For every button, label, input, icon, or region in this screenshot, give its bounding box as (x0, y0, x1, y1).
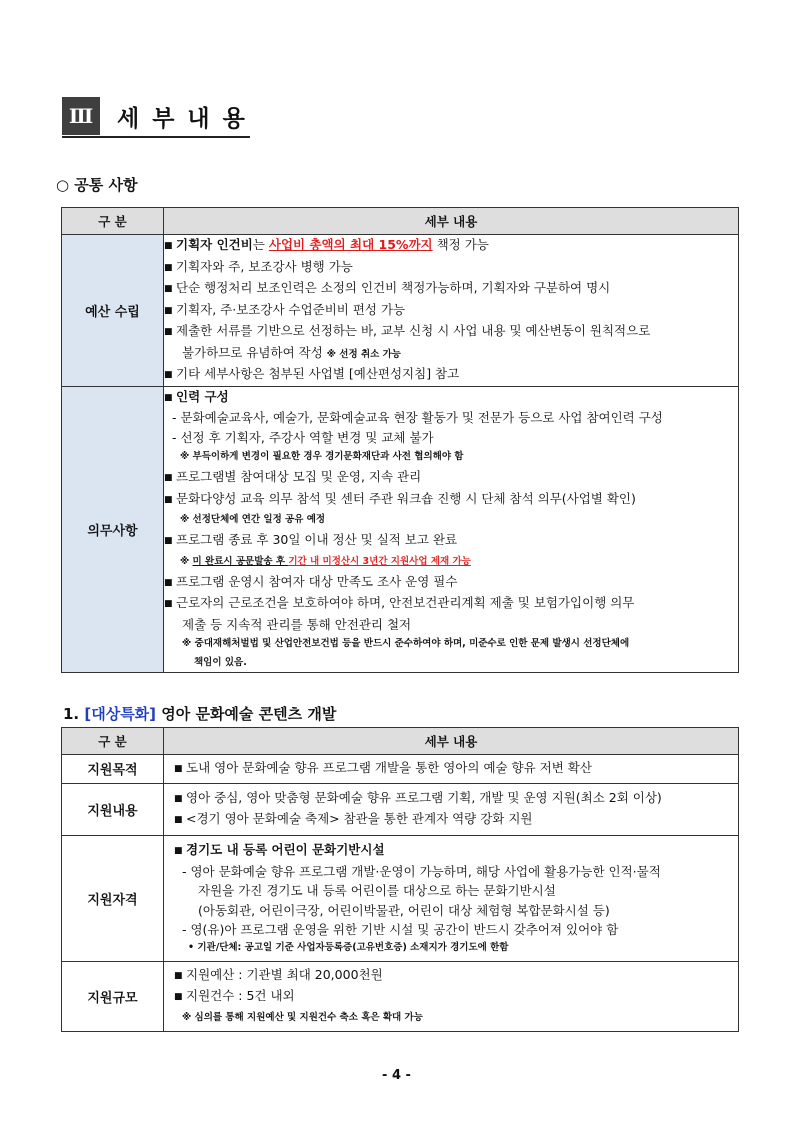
row-label-eligibility: 지원자격 (62, 835, 164, 961)
list-item: ■ 프로그램 운영시 참여자 대상 만족도 조사 운영 필수 (164, 572, 738, 594)
list-item: ■ 경기도 내 등록 어린이 문화기반시설 (174, 840, 728, 862)
common-table (61, 207, 739, 673)
bullet-icon: ■ (164, 327, 173, 337)
row-label-content: 지원내용 (62, 783, 164, 835)
row-label-obligations: 의무사항 (62, 386, 164, 673)
bullet-icon: ■ (174, 815, 183, 825)
note-text: ※ 심의를 통해 지원예산 및 지원건수 축소 혹은 확대 가능 (182, 1011, 423, 1023)
list-item-continued: 제출 등 지속적 관리를 통해 안전관리 철저 (182, 616, 412, 632)
bullet-icon: ■ (164, 599, 173, 609)
bullet-icon: ■ (164, 392, 173, 403)
bullet-icon: ■ (164, 473, 173, 483)
table-row (62, 835, 739, 961)
row-label-scale: 지원규모 (62, 961, 164, 1031)
list-item: ■ 제출한 서류를 기반으로 선정하는 바, 교부 신청 시 사업 내용 및 예산변동이 원칙적으로 (164, 321, 738, 343)
list-subitem: - 선정 후 기획자, 주강사 역할 변경 및 교체 불가 (172, 429, 434, 445)
header-details: 세부 내용 (164, 208, 739, 235)
list-item: ■ 근로자의 근로조건을 보호하여야 하며, 안전보건관리계획 제출 및 보험가입이행 의무 (164, 593, 738, 615)
bullet-icon: ■ (174, 970, 183, 981)
list-item: ■ 기획자와 주, 보조강사 병행 가능 (164, 257, 738, 279)
bullet-icon: ■ (174, 793, 183, 804)
header-category: 구 분 (62, 728, 164, 755)
note-text: ※ 부득이하게 변경이 필요한 경우 경기문화재단과 사전 협의해야 함 (180, 451, 464, 462)
bullet-icon: ■ (174, 764, 183, 774)
list-item: ■ 영아 중심, 영아 맞춤형 문화예술 향유 프로그램 기획, 개발 및 운영 지원(최소 2회 이상) (174, 788, 728, 810)
note-text: ※ 미 완료시 공문발송 후 기간 내 미정산시 3년간 지원사업 제재 가능 (180, 555, 471, 567)
list-item: ■ 기타 세부사항은 첨부된 사업별 [예산편성지침] 참고 (164, 364, 738, 386)
highlight-text: 사업비 총액의 최대 15%까지 (268, 237, 433, 252)
section-underline (62, 136, 250, 138)
row-body-eligibility (164, 835, 739, 961)
common-heading: ○ 공통 사항 (56, 176, 138, 194)
list-item: ■ 기획자 인건비는 사업비 총액의 최대 15%까지 책정 가능 (164, 235, 738, 257)
row-body-purpose (164, 755, 739, 784)
list-subitem: - 문화예술교육사, 예술가, 문화예술교육 현장 활동가 및 전문가 등으로 사업 참여인력 구성 (172, 410, 663, 425)
note-text: • 기관/단체: 공고일 기준 사업자등록증(고유번호증) 소재지가 경기도에 한함 (188, 941, 509, 953)
table-row (62, 783, 739, 835)
header-category: 구 분 (62, 208, 164, 235)
list-item: ■ 인력 구성 (164, 387, 738, 409)
bullet-icon: ■ (164, 305, 173, 316)
list-item: ■ 프로그램별 참여대상 모집 및 운영, 지속 관리 (164, 467, 738, 489)
note-text: ※ 선정단체에 연간 일정 공유 예정 (180, 514, 326, 525)
list-item: ■ 기획자, 주·보조강사 수업준비비 편성 가능 (164, 300, 738, 322)
bullet-icon: ■ (164, 577, 173, 588)
section-number-badge: Ⅲ (62, 97, 100, 135)
list-subitem: - 영아 문화예술 향유 프로그램 개발·운영이 가능하며, 해당 사업에 활용가능한 인적·물적 (182, 863, 661, 879)
row-label-budget: 예산 수립 (62, 235, 164, 387)
row-body-obligations (164, 386, 739, 673)
bullet-icon: ■ (174, 992, 183, 1002)
list-subitem: - 영(유)아 프로그램 운영을 위한 기반 시설 및 공간이 반드시 갖추어져 있어야 함 (182, 922, 619, 938)
bullet-icon: ■ (164, 494, 173, 505)
row-body-budget (164, 235, 739, 387)
section-header (62, 97, 258, 137)
row-label-purpose: 지원목적 (62, 755, 164, 784)
highlight-text: 기간 내 미정산시 3년간 지원사업 제재 가능 (288, 555, 471, 567)
note-text: ※ 중대재해처벌법 및 산업안전보건법 등을 반드시 준수하여야 하며, 미준수로 인한 문제 발생시 선정단체에 (182, 638, 630, 649)
list-item: ■ <경기 영아 문화예술 축제> 참관을 통한 관계자 역량 강화 지원 (174, 809, 728, 831)
program-table-header (62, 728, 739, 755)
table-row (62, 755, 739, 784)
list-item: ■ 문화다양성 교육 의무 참석 및 센터 주관 워크숍 진행 시 단체 참석 의무(사업별 확인) (164, 489, 738, 511)
section-title: 세부내용 (117, 106, 258, 132)
list-item: ■ 지원건수 : 5건 내외 (174, 986, 728, 1008)
bullet-icon: ■ (164, 241, 173, 251)
list-item: ■ 단순 행정처리 보조인력은 소정의 인건비 책정가능하며, 기획자와 구분하여 명시 (164, 278, 738, 300)
table-row (62, 235, 739, 387)
list-subitem-continued: (아동회관, 어린이극장, 어린이박물관, 어린이 대상 체험형 복합문화시설 등) (198, 902, 610, 918)
list-item: ■ 프로그램 종료 후 30일 이내 정산 및 실적 보고 완료 (164, 530, 738, 552)
list-subitem-continued: 자원을 가진 경기도 내 등록 어린이를 대상으로 하는 문화기반시설 (198, 883, 556, 899)
bullet-icon: ■ (164, 262, 173, 273)
bullet-icon: ■ (164, 370, 173, 380)
bullet-icon: ■ (164, 284, 173, 294)
table-row (62, 386, 739, 673)
header-details: 세부 내용 (164, 728, 739, 755)
list-item-continued: 불가하므로 유념하여 작성 ※ 선정 취소 가능 (182, 344, 401, 360)
row-body-content (164, 783, 739, 835)
page-number: - 4 - (382, 1068, 411, 1083)
list-item: ■ 지원예산 : 기관별 최대 20,000천원 (174, 965, 728, 987)
bullet-icon: ■ (174, 846, 183, 857)
table-row (62, 961, 739, 1031)
bullet-icon: ■ (164, 536, 173, 546)
program-table (61, 727, 739, 1032)
row-body-scale (164, 961, 739, 1031)
program-tag: [대상특화] (84, 705, 157, 723)
program-heading: 1. [대상특화] 영아 문화예술 콘텐츠 개발 (63, 705, 337, 723)
list-item: ■ 도내 영아 문화예술 향유 프로그램 개발을 통한 영아의 예술 향유 저변 확산 (174, 758, 728, 780)
common-table-header (62, 208, 739, 235)
note-text: 책임이 있음. (194, 657, 247, 668)
